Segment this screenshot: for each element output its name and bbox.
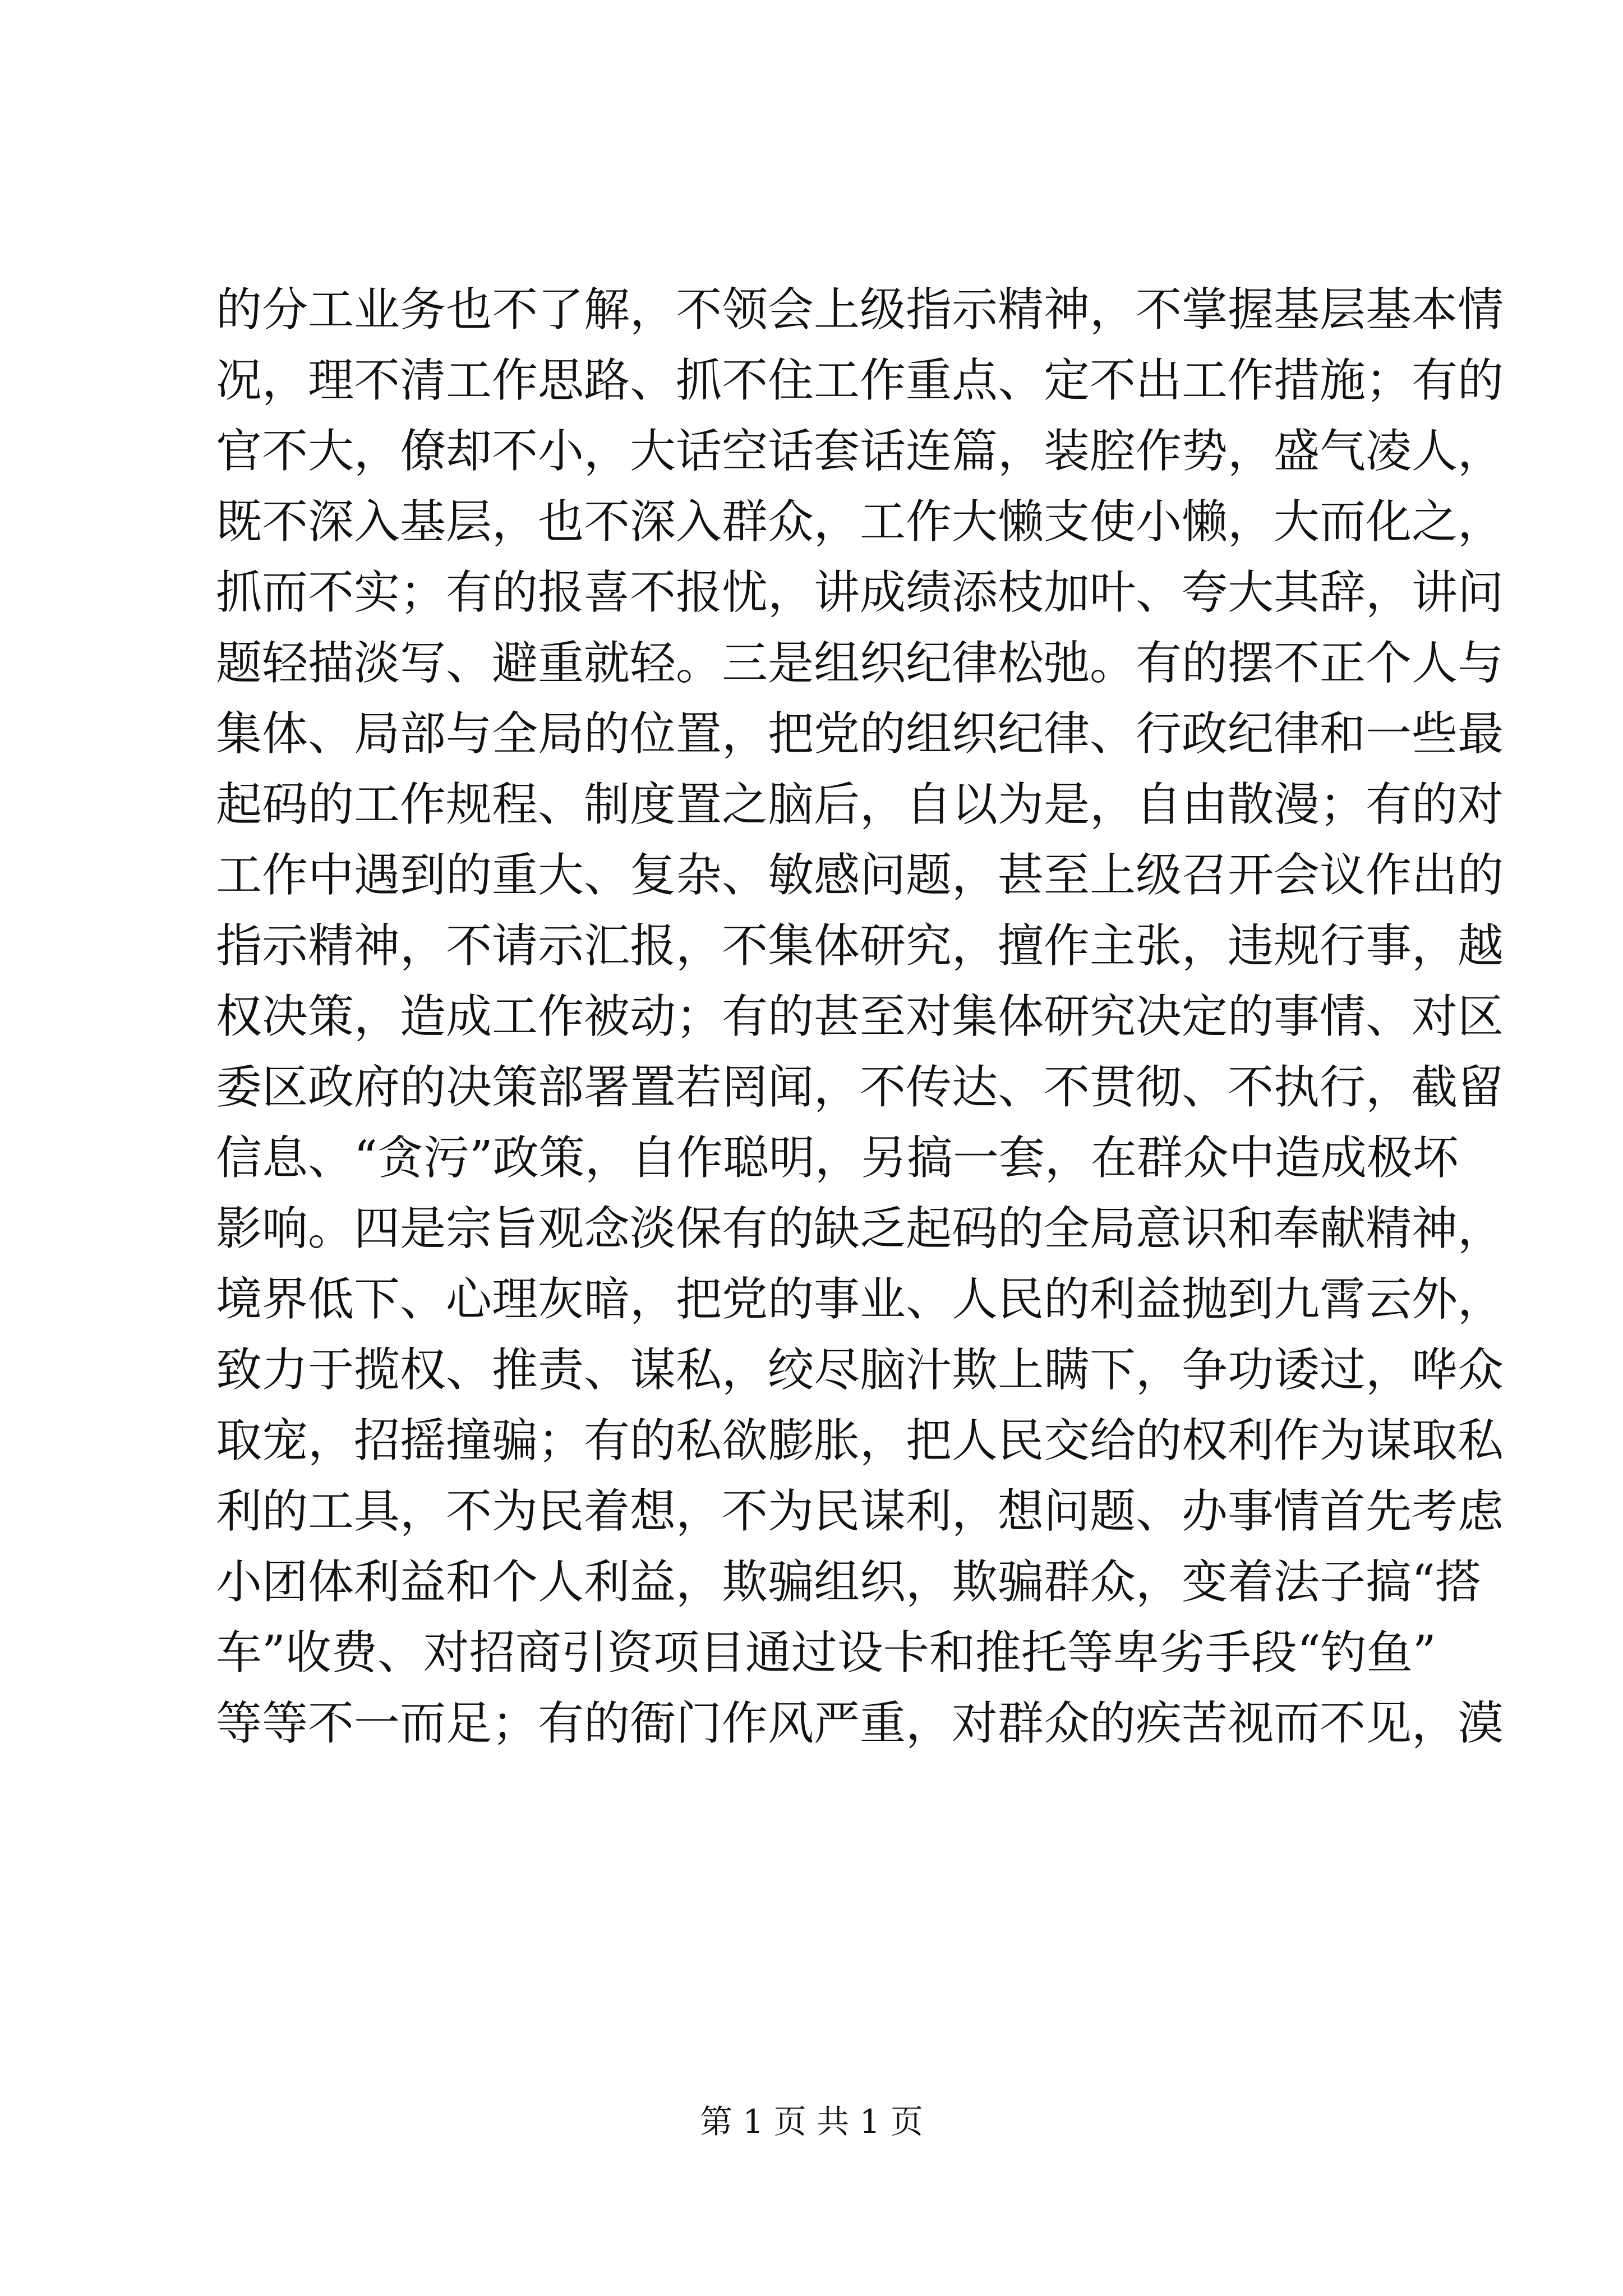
text-line: 起码的工作规程、制度置之脑后，自以为是，自由散漫；有的对 (216, 778, 1504, 831)
body-text (216, 275, 1504, 1759)
page-footer: 第 1 页 共 1 页 (700, 2102, 923, 2141)
text-line: 集体、局部与全局的位置，把党的组织纪律、行政纪律和一些最 (216, 707, 1504, 761)
text-line: 小团体利益和个人利益，欺骗组织，欺骗群众，变着法子搞“搭 (216, 1556, 1481, 1609)
text-line: 委区政府的决策部署置若罔闻，不传达、不贯彻、不执行，截留 (216, 1061, 1504, 1114)
text-line: 取宠，招摇撞骗；有的私欲膨胀，把人民交给的权利作为谋取私 (216, 1414, 1504, 1467)
text-line: 工作中遇到的重大、复杂、敏感问题，甚至上级召开会议作出的 (216, 849, 1504, 902)
text-line: 的分工业务也不了解，不领会上级指示精神，不掌握基层基本情 (216, 283, 1504, 337)
text-line: 题轻描淡写、避重就轻。三是组织纪律松弛。有的摆不正个人与 (216, 637, 1504, 690)
text-line: 指示精神，不请示汇报，不集体研究，擅作主张，违规行事，越 (216, 919, 1504, 973)
text-line: 信息、“贪污”政策，自作聪明，另搞一套，在群众中造成极坏 (216, 1131, 1459, 1185)
text-line: 境界低下、心理灰暗，把党的事业、人民的利益抛到九霄云外， (216, 1273, 1504, 1326)
text-line: 影响。四是宗旨观念淡保有的缺乏起码的全局意识和奉献精神， (216, 1202, 1504, 1255)
text-line: 致力于揽权、推责、谋私，绞尽脑汁欺上瞒下，争功诿过，哗众 (216, 1343, 1504, 1397)
text-line: 官不大，僚却不小，大话空话套话连篇，装腔作势，盛气凌人， (216, 425, 1504, 478)
text-line: 况，理不清工作思路、抓不住工作重点、定不出工作措施；有的 (216, 354, 1504, 407)
text-line: 等等不一而足；有的衙门作风严重，对群众的疾苦视而不见，漠 (216, 1697, 1504, 1750)
text-line: 抓而不实；有的报喜不报忧，讲成绩添枝加叶、夸大其辞，讲问 (216, 566, 1504, 619)
text-line: 权决策，造成工作被动；有的甚至对集体研究决定的事情、对区 (216, 990, 1504, 1043)
text-line: 既不深入基层，也不深入群众，工作大懒支使小懒，大而化之， (216, 495, 1504, 549)
text-line: 车”收费、对招商引资项目通过设卡和推托等卑劣手段“钓鱼” (216, 1626, 1436, 1680)
text-line: 利的工具，不为民着想，不为民谋利，想问题、办事情首先考虑 (216, 1485, 1504, 1538)
